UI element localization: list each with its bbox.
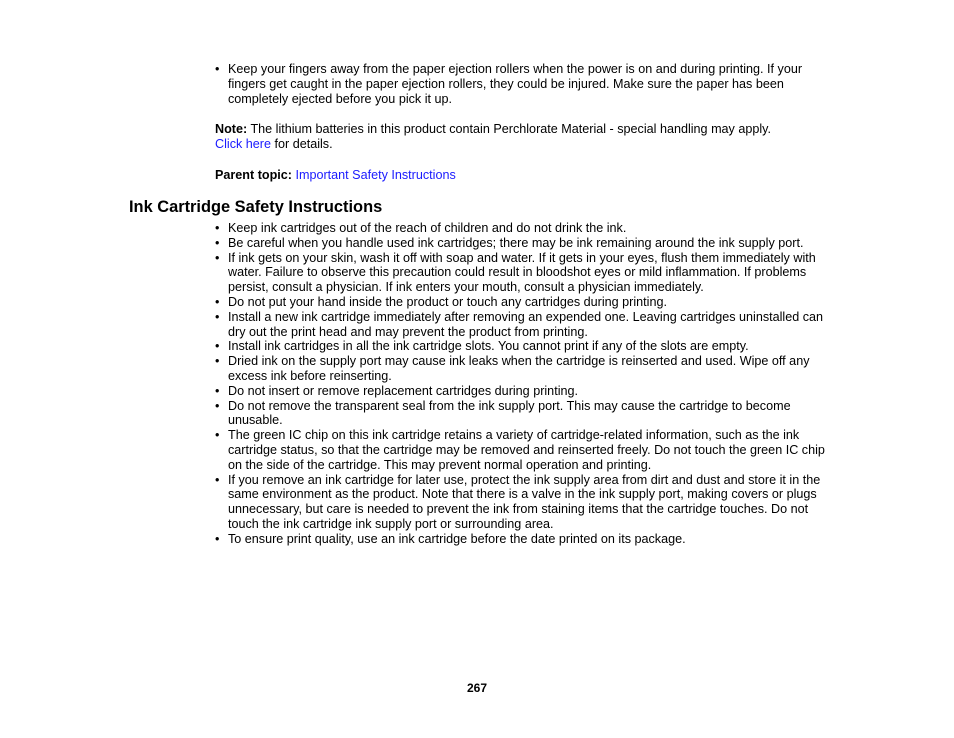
- ink-safety-bullet-list: [215, 221, 827, 547]
- list-item: • Dried ink on the supply port may cause ink leaks when the cartridge is reinserted and used. Wipe off any excess ink before reinserting.: [215, 354, 827, 384]
- list-item: • Install a new ink cartridge immediately after removing an expended one. Leaving cartridges uninstalled can dry out the print head and may prevent the product from printing.: [215, 310, 827, 340]
- parent-topic: [215, 168, 827, 183]
- list-item: • Be careful when you handle used ink cartridges; there may be ink remaining around the ink supply port.: [215, 236, 827, 251]
- note-label: Note:: [215, 122, 248, 136]
- list-item: • Install ink cartridges in all the ink cartridge slots. You cannot print if any of the slots are empty.: [215, 339, 827, 354]
- note-after-link: for details.: [271, 136, 333, 151]
- section-heading: Ink Cartridge Safety Instructions: [129, 198, 383, 216]
- list-item: • The green IC chip on this ink cartridge retains a variety of cartridge-related information, such as the ink cartridge status, so that the cartridge may be removed and reinserted freely. Do not touch the green IC chip on the side of the cartridge. This may prevent normal operation and printing.: [215, 428, 827, 472]
- note-text: The lithium batteries in this product contain Perchlorate Material - special handling may apply.: [247, 122, 772, 136]
- list-item: • To ensure print quality, use an ink cartridge before the date printed on its package.: [215, 532, 827, 547]
- page-number: 267: [466, 681, 488, 695]
- list-item: • Do not remove the transparent seal from the ink supply port. This may cause the cartridge to become unusable.: [215, 399, 827, 429]
- list-item: • Keep ink cartridges out of the reach of children and do not drink the ink.: [215, 221, 827, 236]
- click-here-link[interactable]: Click here: [215, 136, 271, 151]
- list-item: • If you remove an ink cartridge for later use, protect the ink supply area from dirt and dust and store it in the same environment as the product. Note that there is a valve in the ink supply port, making covers or plugs unnecessary, but care is needed to prevent the ink from staining items that the cartridge touches. Do not touch the ink cartridge ink supply port or surrounding area.: [215, 473, 827, 532]
- parent-topic-label: Parent topic:: [215, 168, 292, 182]
- parent-topic-link[interactable]: Important Safety Instructions: [295, 168, 456, 182]
- list-item: • Do not insert or remove replacement cartridges during printing.: [215, 384, 827, 399]
- list-item: • Do not put your hand inside the product or touch any cartridges during printing.: [215, 295, 827, 310]
- note-paragraph: [215, 122, 827, 152]
- list-item: • If ink gets on your skin, wash it off with soap and water. If it gets in your eyes, flush them immediately with water. Failure to observe this precaution could result in bloodshot eyes or mild inflammation. If problems persist, consult a physician. If ink enters your mouth, consult a physician immediately.: [215, 251, 827, 295]
- list-item: • Keep your fingers away from the paper ejection rollers when the power is on and during printing. If your fingers get caught in the paper ejection rollers, they could be injured. Make sure the paper has been completely ejected before you pick it up.: [215, 62, 827, 106]
- intro-bullet-list: [215, 62, 827, 106]
